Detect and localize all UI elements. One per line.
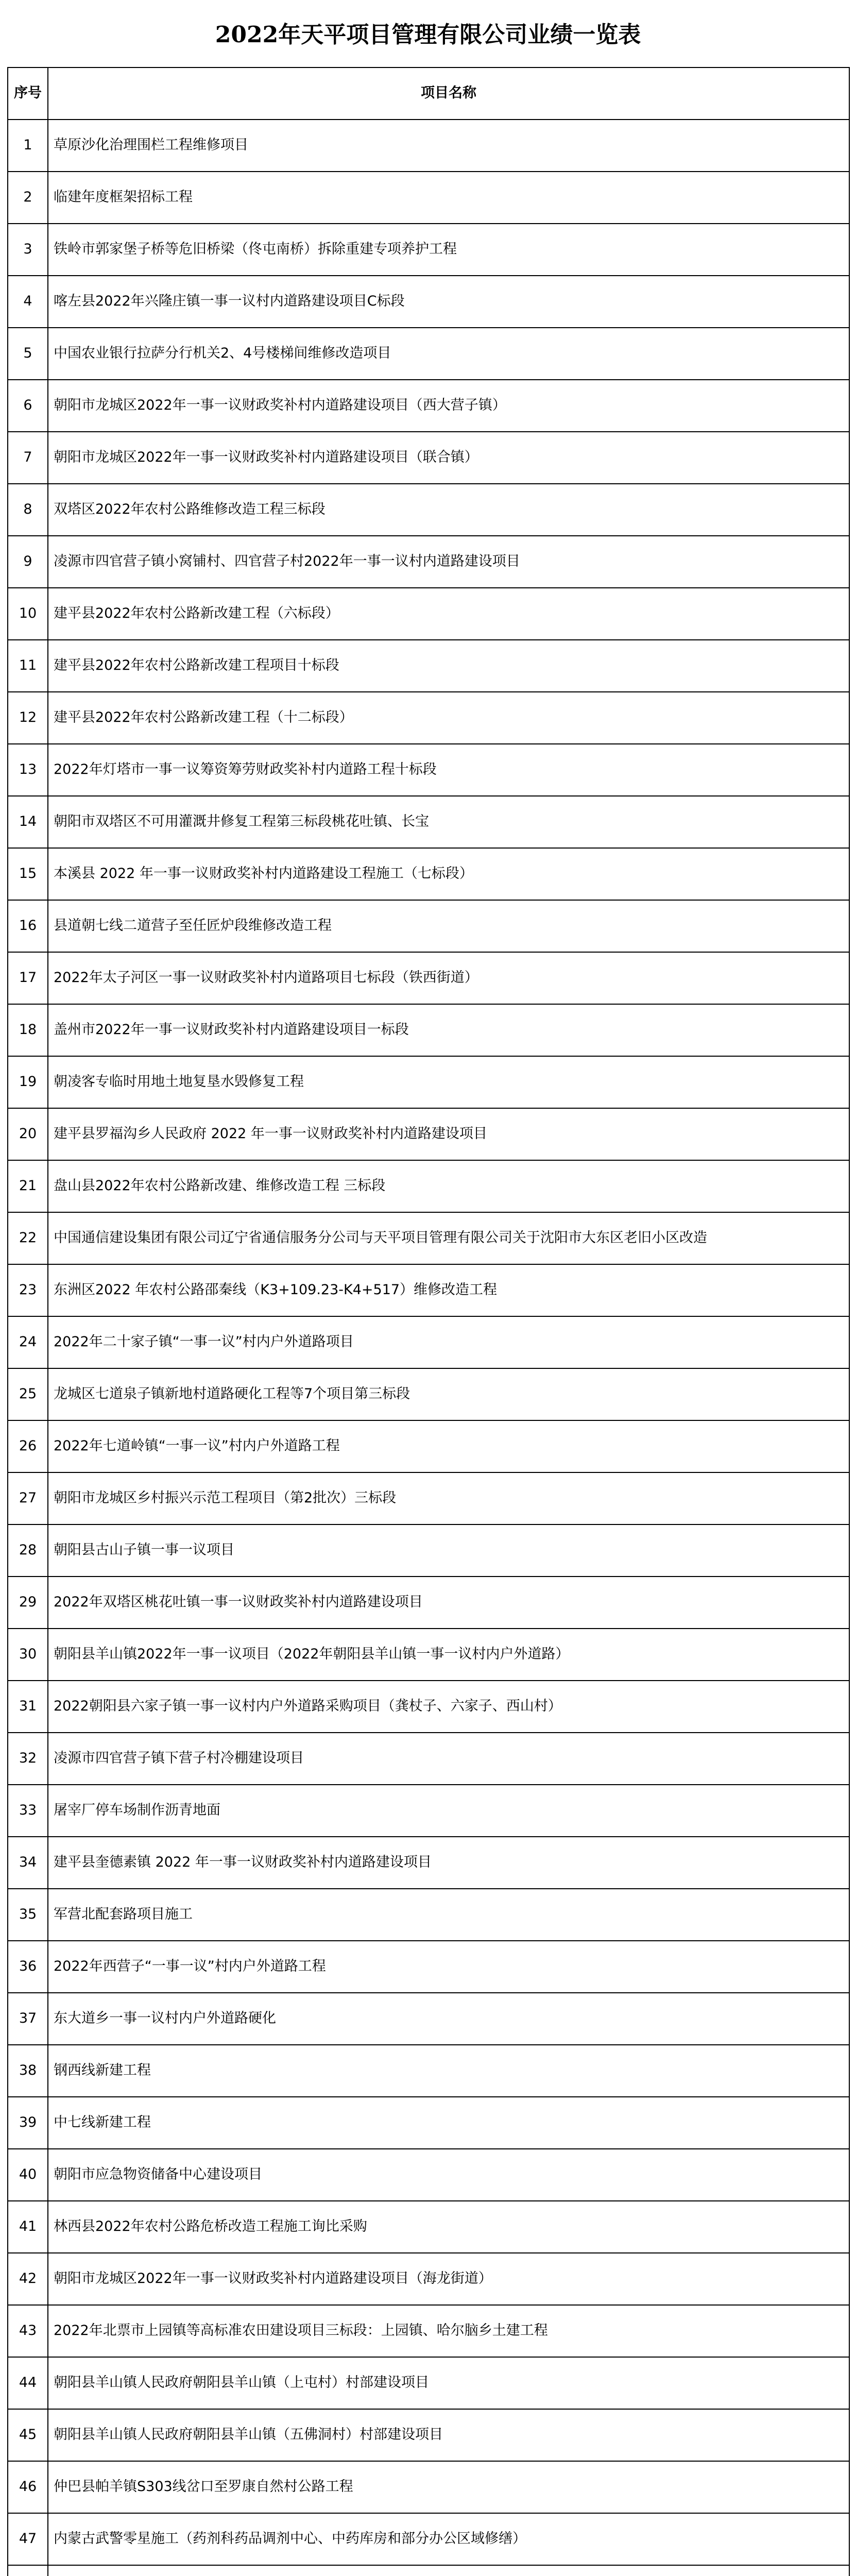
row-number: 5 [8, 328, 48, 380]
project-name: 屠宰厂停车场制作沥青地面 [48, 1785, 849, 1837]
project-name: 朝阳市应急物资储备中心建设项目 [48, 2149, 849, 2201]
project-name: 建平县罗福沟乡人民政府 2022 年一事一议财政奖补村内道路建设项目 [48, 1108, 849, 1160]
project-name: 朝阳县古山子镇一事一议项目 [48, 1524, 849, 1577]
row-number: 46 [8, 2461, 48, 2513]
project-name: 建平县2022年农村公路新改建工程（十二标段） [48, 692, 849, 744]
row-number: 36 [8, 1941, 48, 1993]
project-name: 朝阳县羊山镇人民政府朝阳县羊山镇（五佛洞村）村部建设项目 [48, 2409, 849, 2461]
row-number: 37 [8, 1993, 48, 2045]
project-name: 凌源市四官营子镇下营子村冷棚建设项目 [48, 1733, 849, 1785]
row-number: 40 [8, 2149, 48, 2201]
project-name: 钢西线新建工程 [48, 2045, 849, 2097]
row-number: 47 [8, 2513, 48, 2565]
project-name: 喀左县2022年兴隆庄镇一事一议村内道路建设项目C标段 [48, 276, 849, 328]
row-number: 30 [8, 1629, 48, 1681]
project-name: 草原沙化治理围栏工程维修项目 [48, 120, 849, 172]
table-row [8, 744, 849, 796]
project-name: 朝阳市双塔区不可用灌溉井修复工程第三标段桃花吐镇、长宝 [48, 796, 849, 848]
table-row [8, 2253, 849, 2305]
table-body [8, 120, 849, 2576]
row-number: 43 [8, 2305, 48, 2357]
table-row [8, 484, 849, 536]
table-row [8, 848, 849, 900]
project-name: 盘山县2022年农村公路新改建、维修改造工程 三标段 [48, 1160, 849, 1212]
row-number: 16 [8, 900, 48, 952]
project-name: 2022年二十家子镇“一事一议”村内户外道路项目 [48, 1316, 849, 1368]
project-name: 2022朝阳县六家子镇一事一议村内户外道路采购项目（龚杖子、六家子、西山村） [48, 1681, 849, 1733]
table-row [8, 588, 849, 640]
table-row [8, 1108, 849, 1160]
row-number: 8 [8, 484, 48, 536]
table-row [8, 1420, 849, 1472]
project-name: 朝阳市龙城区2022年一事一议财政奖补村内道路建设项目（联合镇） [48, 432, 849, 484]
row-number: 31 [8, 1681, 48, 1733]
project-name: 中国农业银行拉萨分行机关2、4号楼梯间维修改造项目 [48, 328, 849, 380]
row-number: 13 [8, 744, 48, 796]
project-name: 中七线新建工程 [48, 2097, 849, 2149]
table-row [8, 120, 849, 172]
row-number: 19 [8, 1056, 48, 1108]
row-number: 32 [8, 1733, 48, 1785]
row-number: 35 [8, 1889, 48, 1941]
table-row [8, 900, 849, 952]
table-row [8, 1577, 849, 1629]
project-name: 2022年太子河区一事一议财政奖补村内道路项目七标段（铁西街道） [48, 952, 849, 1004]
table-row [8, 380, 849, 432]
project-name: 县道朝七线二道营子至任匠炉段维修改造工程 [48, 900, 849, 952]
row-number: 7 [8, 432, 48, 484]
table-row [8, 2409, 849, 2461]
project-name: 朝阳市龙城区乡村振兴示范工程项目（第2批次）三标段 [48, 1472, 849, 1524]
table-row [8, 172, 849, 224]
table-row [8, 1472, 849, 1524]
project-name: 2022年西营子“一事一议”村内户外道路工程 [48, 1941, 849, 1993]
row-number: 1 [8, 120, 48, 172]
table-row [8, 1212, 849, 1264]
project-name: 铁岭市郭家堡子桥等危旧桥梁（佟屯南桥）拆除重建专项养护工程 [48, 224, 849, 276]
page-title: 2022年天平项目管理有限公司业绩一览表 [215, 22, 641, 48]
row-number: 20 [8, 1108, 48, 1160]
project-name: 内蒙古武警零星施工（药剂科药品调剂中心、中药库房和部分办公区域修缮） [48, 2513, 849, 2565]
row-number [8, 2565, 48, 2576]
project-name: 临建年度框架招标工程 [48, 172, 849, 224]
row-number: 25 [8, 1368, 48, 1420]
row-number: 11 [8, 640, 48, 692]
project-name: 朝阳市龙城区2022年一事一议财政奖补村内道路建设项目（海龙街道） [48, 2253, 849, 2305]
table-row [8, 2513, 849, 2565]
table-row [8, 1524, 849, 1577]
table-row [8, 1993, 849, 2045]
project-name: 中国通信建设集团有限公司辽宁省通信服务分公司与天平项目管理有限公司关于沈阳市大东区老旧小区改造 [48, 1212, 849, 1264]
row-number: 4 [8, 276, 48, 328]
table-row [8, 224, 849, 276]
project-name: 凌源市四官营子镇小窝铺村、四官营子村2022年一事一议村内道路建设项目 [48, 536, 849, 588]
row-number: 17 [8, 952, 48, 1004]
table-row [8, 536, 849, 588]
row-number: 2 [8, 172, 48, 224]
row-number: 10 [8, 588, 48, 640]
table-row [8, 952, 849, 1004]
table-row [8, 2201, 849, 2253]
table-row [8, 1681, 849, 1733]
table-row [8, 1837, 849, 1889]
row-number: 28 [8, 1524, 48, 1577]
row-number: 9 [8, 536, 48, 588]
row-number: 14 [8, 796, 48, 848]
table-row [8, 2461, 849, 2513]
row-number: 42 [8, 2253, 48, 2305]
row-number: 21 [8, 1160, 48, 1212]
table-row [8, 1004, 849, 1056]
table-row [8, 1368, 849, 1420]
table-row [8, 796, 849, 848]
row-number: 26 [8, 1420, 48, 1472]
project-name: 建平县奎德素镇 2022 年一事一议财政奖补村内道路建设项目 [48, 1837, 849, 1889]
project-name: 朝阳市龙城区2022年一事一议财政奖补村内道路建设项目（西大营子镇） [48, 380, 849, 432]
row-number: 38 [8, 2045, 48, 2097]
project-name: 仲巴县帕羊镇S303线岔口至罗康自然村公路工程 [48, 2461, 849, 2513]
table-row [8, 2305, 849, 2357]
header-name: 项目名称 [48, 67, 849, 120]
table-row [8, 328, 849, 380]
project-name: 龙城区七道泉子镇新地村道路硬化工程等7个项目第三标段 [48, 1368, 849, 1420]
project-name: 2022年北票市上园镇等高标准农田建设项目三标段：上园镇、哈尔脑乡土建工程 [48, 2305, 849, 2357]
table-row [8, 1264, 849, 1316]
row-number: 34 [8, 1837, 48, 1889]
table-row [8, 1733, 849, 1785]
table-row [8, 640, 849, 692]
table-row [8, 1629, 849, 1681]
row-number: 39 [8, 2097, 48, 2149]
row-number: 22 [8, 1212, 48, 1264]
project-name: 林西县2022年农村公路危桥改造工程施工询比采购 [48, 2201, 849, 2253]
table-row [8, 2097, 849, 2149]
table-row [8, 2149, 849, 2201]
table-row [8, 692, 849, 744]
row-number: 23 [8, 1264, 48, 1316]
table-row [8, 432, 849, 484]
row-number: 33 [8, 1785, 48, 1837]
row-number: 24 [8, 1316, 48, 1368]
table-row [8, 2565, 849, 2576]
table-row [8, 1160, 849, 1212]
project-name: 盖州市2022年一事一议财政奖补村内道路建设项目一标段 [48, 1004, 849, 1056]
project-name: 双塔区2022年农村公路维修改造工程三标段 [48, 484, 849, 536]
project-name: 建平县2022年农村公路新改建工程（六标段） [48, 588, 849, 640]
performance-table [7, 67, 850, 2576]
row-number: 3 [8, 224, 48, 276]
table-row [8, 1941, 849, 1993]
project-name: 朝凌客专临时用地土地复垦水毁修复工程 [48, 1056, 849, 1108]
project-name: 2022年双塔区桃花吐镇一事一议财政奖补村内道路建设项目 [48, 1577, 849, 1629]
row-number: 18 [8, 1004, 48, 1056]
table-row [8, 2357, 849, 2409]
project-name: 本溪县 2022 年一事一议财政奖补村内道路建设工程施工（七标段） [48, 848, 849, 900]
table-row [8, 1889, 849, 1941]
header-row [8, 67, 849, 120]
row-number: 27 [8, 1472, 48, 1524]
row-number: 45 [8, 2409, 48, 2461]
project-name [48, 2565, 849, 2576]
project-name: 东大道乡一事一议村内户外道路硬化 [48, 1993, 849, 2045]
table-row [8, 276, 849, 328]
project-name: 建平县2022年农村公路新改建工程项目十标段 [48, 640, 849, 692]
project-name: 2022年七道岭镇“一事一议”村内户外道路工程 [48, 1420, 849, 1472]
row-number: 15 [8, 848, 48, 900]
row-number: 12 [8, 692, 48, 744]
project-name: 军营北配套路项目施工 [48, 1889, 849, 1941]
table-row [8, 1316, 849, 1368]
project-name: 朝阳县羊山镇人民政府朝阳县羊山镇（上屯村）村部建设项目 [48, 2357, 849, 2409]
table-row [8, 1785, 849, 1837]
table-row [8, 1056, 849, 1108]
row-number: 44 [8, 2357, 48, 2409]
table-row [8, 2045, 849, 2097]
row-number: 41 [8, 2201, 48, 2253]
header-no: 序号 [8, 67, 48, 120]
project-name: 2022年灯塔市一事一议筹资筹劳财政奖补村内道路工程十标段 [48, 744, 849, 796]
project-name: 朝阳县羊山镇2022年一事一议项目（2022年朝阳县羊山镇一事一议村内户外道路） [48, 1629, 849, 1681]
row-number: 29 [8, 1577, 48, 1629]
row-number: 6 [8, 380, 48, 432]
project-name: 东洲区2022 年农村公路邵秦线（K3+109.23-K4+517）维修改造工程 [48, 1264, 849, 1316]
